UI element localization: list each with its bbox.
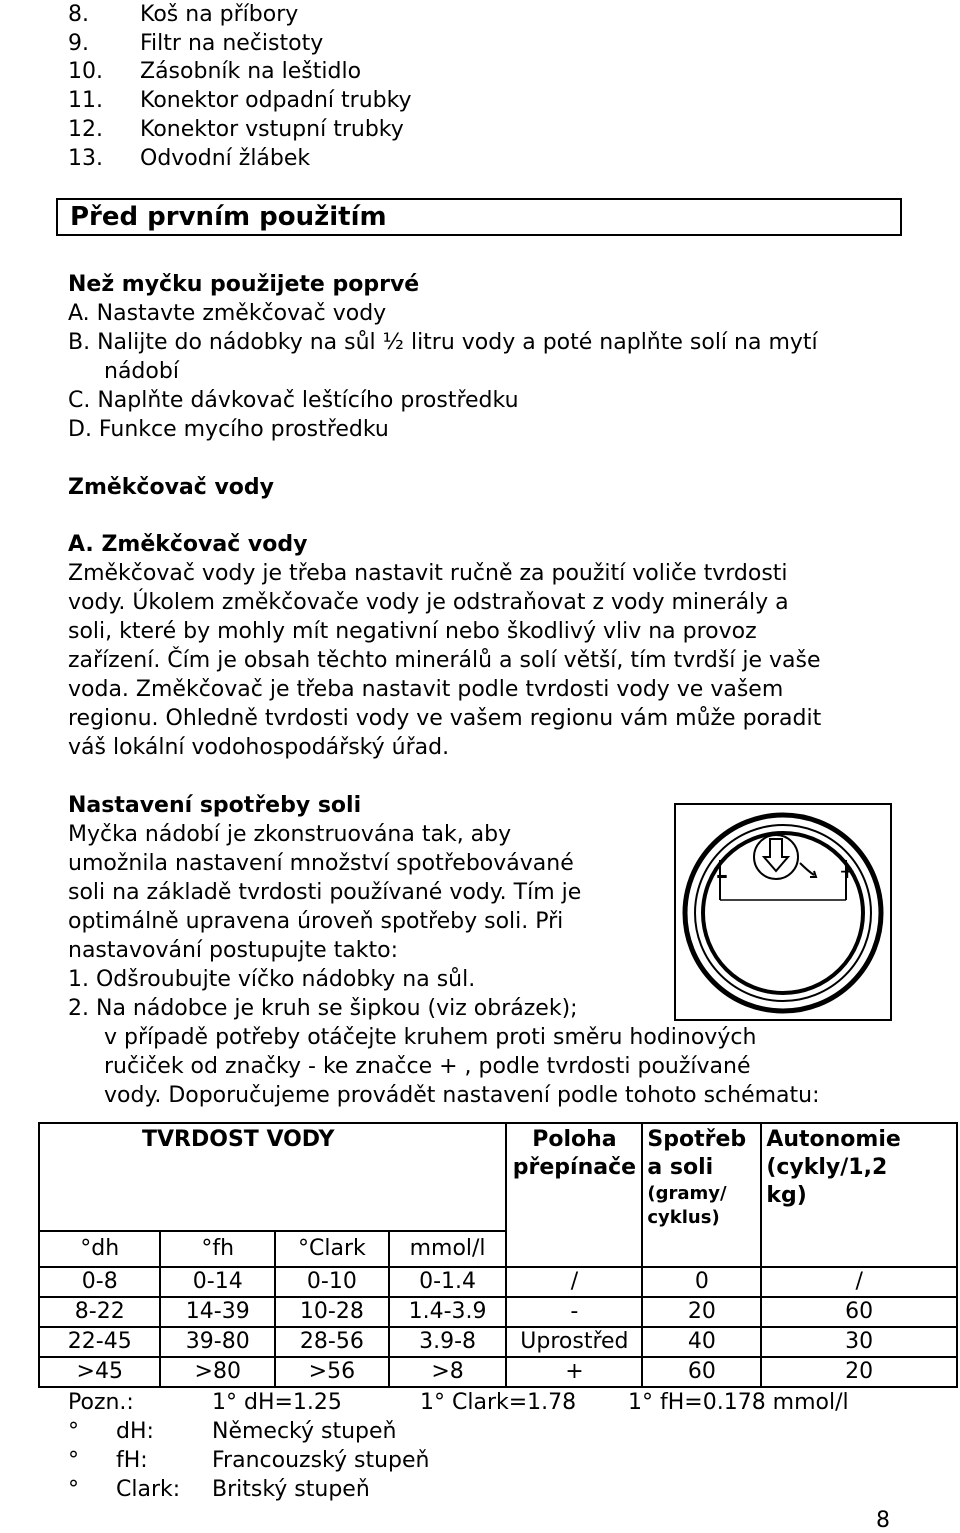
legend-unit: Clark:: [116, 1477, 181, 1502]
table-cell: 1.4-3.9: [389, 1297, 507, 1327]
parts-item-number: 9.: [68, 31, 89, 56]
parts-item-number: 11.: [68, 88, 103, 113]
table-cell: 0: [642, 1267, 761, 1297]
note-conversion: 1° Clark=1.78: [420, 1390, 577, 1415]
parts-item: [68, 29, 323, 58]
legend-description: Francouzský stupeň: [212, 1448, 430, 1473]
parts-item-label: Koš na příbory: [140, 2, 299, 27]
salt-dial-figure: [674, 803, 892, 1021]
salt-text-line: optimálně upravena úroveň spotřeby soli. Při: [68, 909, 564, 934]
table-cell: 60: [642, 1357, 761, 1387]
table-cell: >80: [160, 1357, 275, 1387]
parts-item: [68, 0, 298, 29]
table-cell: >8: [389, 1357, 507, 1387]
first-use-step: B. Nalijte do nádobky na sůl ½ litru vody a poté naplňte solí na mytí: [68, 330, 818, 355]
first-use-step: A. Nastavte změkčovač vody: [68, 301, 387, 326]
parts-item-number: 12.: [68, 117, 103, 142]
parts-item-number: 8.: [68, 2, 89, 27]
salt-step-1: 1. Odšroubujte víčko nádobky na sůl.: [68, 967, 476, 992]
table-cell: 28-56: [275, 1327, 389, 1357]
table-cell: 0-8: [39, 1267, 160, 1297]
table-cell: 22-45: [39, 1327, 160, 1357]
legend-unit: dH:: [116, 1419, 154, 1444]
salt-text-line: umožnila nastavení množství spotřebovávané: [68, 851, 574, 876]
header-switch-position: [506, 1123, 642, 1267]
unit-clark: °Clark: [275, 1231, 389, 1267]
table-cell: 0-14: [160, 1267, 275, 1297]
parts-item: [68, 86, 412, 115]
parts-item-label: Konektor odpadní trubky: [140, 88, 412, 113]
table-cell: -: [506, 1297, 642, 1327]
hardness-table: [38, 1122, 958, 1388]
first-use-step-continued: nádobí: [104, 359, 179, 384]
section-title: Před prvním použitím: [70, 202, 387, 232]
note-conversion: 1° dH=1.25: [212, 1390, 342, 1415]
dial-plus-mark: +: [839, 859, 856, 883]
parts-item: [68, 57, 361, 86]
salt-heading: Nastavení spotřeby soli: [68, 793, 362, 818]
legend-unit: fH:: [116, 1448, 148, 1473]
table-cell: >56: [275, 1357, 389, 1387]
dial-minus-mark: –: [716, 861, 728, 889]
table-cell: 20: [761, 1357, 957, 1387]
table-row: [39, 1267, 957, 1297]
note-label: Pozn.:: [68, 1390, 134, 1415]
unit-fh: °fh: [160, 1231, 275, 1267]
salt-step-2-line: ručiček od značky - ke značce + , podle tvrdosti používané: [104, 1054, 751, 1079]
header-switch-position-line: Poloha: [532, 1127, 617, 1152]
unit-dh: °dh: [39, 1231, 160, 1267]
salt-dial-drawing: [676, 805, 890, 1019]
parts-item-label: Odvodní žlábek: [140, 146, 311, 171]
table-row: [39, 1327, 957, 1357]
note-conversion: 1° fH=0.178 mmol/l: [628, 1390, 849, 1415]
header-switch-position-line: přepínače: [512, 1155, 637, 1180]
salt-step-2: 2. Na nádobce je kruh se šipkou (viz obrázek);: [68, 996, 578, 1021]
parts-item-label: Filtr na nečistoty: [140, 31, 324, 56]
salt-text-line: nastavování postupujte takto:: [68, 938, 398, 963]
header-salt-line: Spotřeb: [647, 1127, 747, 1152]
softener-text-line: regionu. Ohledně tvrdosti vody ve vašem regionu vám může poradit: [68, 706, 822, 731]
section-title-box: [56, 198, 902, 236]
salt-step-2-line: v případě potřeby otáčejte kruhem proti směru hodinových: [104, 1025, 757, 1050]
table-cell: 10-28: [275, 1297, 389, 1327]
parts-item-label: Zásobník na leštidlo: [140, 59, 362, 84]
salt-text-line: soli na základě tvrdosti používané vody. Tím je: [68, 880, 582, 905]
table-cell: 3.9-8: [389, 1327, 507, 1357]
softener-subheading: A. Změkčovač vody: [68, 532, 308, 557]
table-cell: 30: [761, 1327, 957, 1357]
salt-text-line: Myčka nádobí je zkonstruována tak, aby: [68, 822, 512, 847]
table-cell: >45: [39, 1357, 160, 1387]
table-cell: 0-1.4: [389, 1267, 507, 1297]
table-cell: /: [506, 1267, 642, 1297]
parts-item: [68, 115, 404, 144]
table-cell: Uprostřed: [506, 1327, 642, 1357]
header-salt-line: a soli: [647, 1155, 714, 1180]
header-autonomy-line: Autonomie: [766, 1127, 901, 1152]
softener-text-line: váš lokální vodohospodářský úřad.: [68, 735, 450, 760]
softener-text-line: zařízení. Čím je obsah těchto minerálů a solí větší, tím tvrdší je vaše: [68, 648, 821, 673]
softener-text-line: Změkčovač vody je třeba nastavit ručně za použití voliče tvrdosti: [68, 561, 788, 586]
table-cell: 14-39: [160, 1297, 275, 1327]
table-cell: /: [761, 1267, 957, 1297]
unit-mmol: mmol/l: [389, 1231, 507, 1267]
legend-symbol: °: [68, 1477, 79, 1502]
parts-item-number: 13.: [68, 146, 103, 171]
table-cell: 60: [761, 1297, 957, 1327]
table-cell: +: [506, 1357, 642, 1387]
legend-description: Britský stupeň: [212, 1477, 370, 1502]
table-cell: 39-80: [160, 1327, 275, 1357]
first-use-step: D. Funkce mycího prostředku: [68, 417, 389, 442]
softener-heading: Změkčovač vody: [68, 475, 275, 500]
first-use-heading: Než myčku použijete poprvé: [68, 272, 420, 297]
header-salt-consumption: [642, 1123, 761, 1267]
table-row: [39, 1297, 957, 1327]
header-autonomy: [761, 1123, 957, 1267]
table-cell: 0-10: [275, 1267, 389, 1297]
header-autonomy-line: kg): [766, 1183, 807, 1208]
page-number: 8: [876, 1508, 890, 1533]
legend-description: Německý stupeň: [212, 1419, 397, 1444]
parts-item-label: Konektor vstupní trubky: [140, 117, 404, 142]
header-salt-unit-line: cyklus): [647, 1207, 720, 1228]
header-water-hardness: TVRDOST VODY: [39, 1123, 506, 1231]
parts-item: [68, 144, 310, 173]
softener-text-line: vody. Úkolem změkčovače vody je odstraňovat z vody minerály a: [68, 590, 789, 615]
table-cell: 20: [642, 1297, 761, 1327]
salt-step-2-line: vody. Doporučujeme provádět nastavení podle tohoto schématu:: [104, 1083, 820, 1108]
softener-text-line: soli, které by mohly mít negativní nebo škodlivý vliv na provoz: [68, 619, 757, 644]
first-use-step: C. Naplňte dávkovač leštícího prostředku: [68, 388, 519, 413]
header-salt-unit-line: (gramy/: [647, 1183, 727, 1204]
softener-text-line: voda. Změkčovač je třeba nastavit podle tvrdosti vody ve vašem: [68, 677, 784, 702]
legend-symbol: °: [68, 1419, 79, 1444]
parts-item-number: 10.: [68, 59, 103, 84]
header-autonomy-line: (cykly/1,2: [766, 1155, 888, 1180]
table-cell: 40: [642, 1327, 761, 1357]
table-row: [39, 1357, 957, 1387]
legend-symbol: °: [68, 1448, 79, 1473]
table-cell: 8-22: [39, 1297, 160, 1327]
